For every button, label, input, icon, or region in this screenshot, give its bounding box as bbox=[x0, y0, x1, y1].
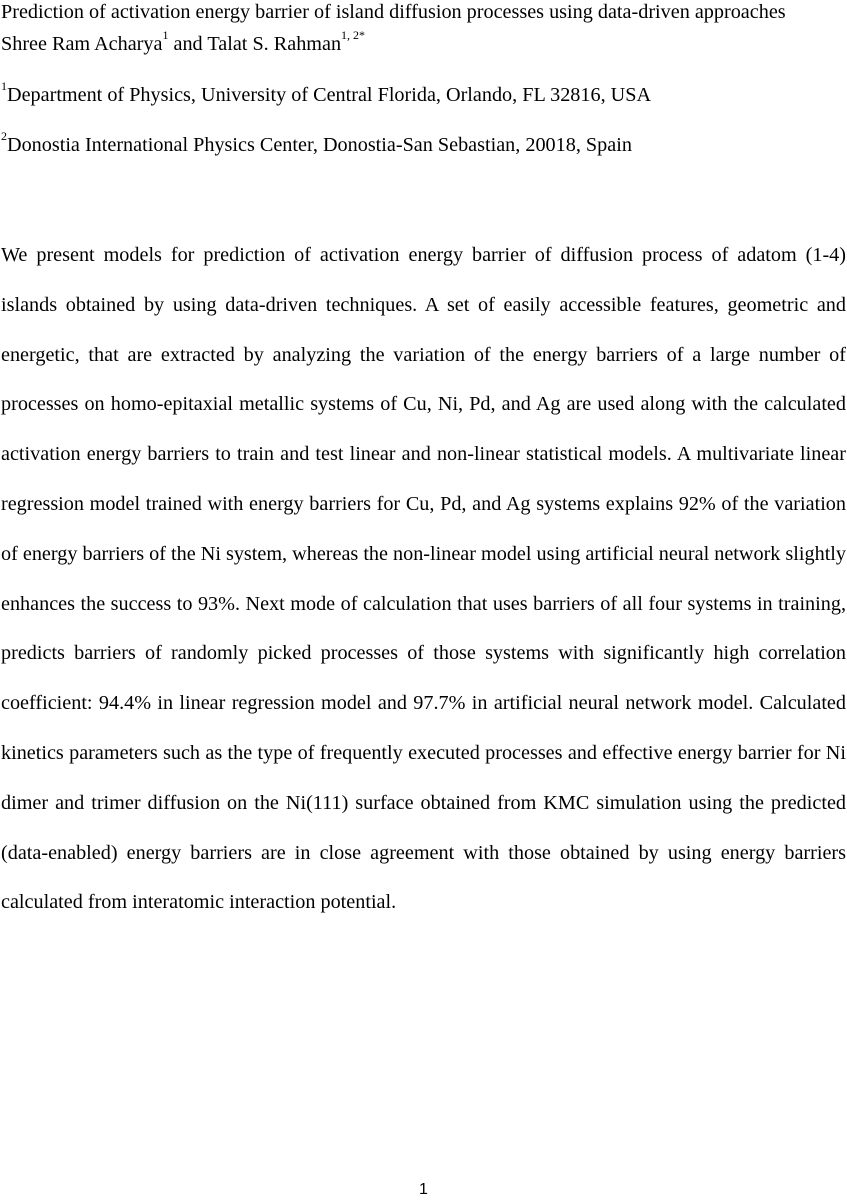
author-affiliation-mark: 1 bbox=[162, 28, 169, 43]
author-affiliation-mark: 1, 2* bbox=[341, 28, 366, 43]
affiliation-line bbox=[1, 79, 652, 107]
affiliation-text: Department of Physics, University of Central Florida, Orlando, FL 32816, USA bbox=[7, 84, 652, 106]
affiliation-mark: 1 bbox=[1, 79, 7, 94]
affiliation-line bbox=[1, 129, 632, 157]
author-separator: and bbox=[168, 33, 208, 55]
author-list bbox=[1, 28, 366, 56]
page-number: 1 bbox=[419, 1181, 428, 1198]
author-name: Talat S. Rahman bbox=[207, 33, 342, 55]
paper-title: Prediction of activation energy barrier of island diffusion processes using data-driven approaches bbox=[1, 1, 786, 23]
affiliation-text: Donostia International Physics Center, Donostia-San Sebastian, 20018, Spain bbox=[7, 134, 632, 156]
author-name: Shree Ram Acharya bbox=[1, 33, 163, 55]
affiliation-mark: 2 bbox=[1, 129, 7, 144]
abstract-paragraph: We present models for prediction of activation energy barrier of diffusion process of adatom (1-4) islands obtained by using data-driven techniques. A set of easily accessible features, geometric and energetic, that are extracted by analyzing the variation of the energy barriers of a large number of processes on homo-epitaxial metallic systems of Cu, Ni, Pd, and Ag are used along with the calculated activation energy barriers to train and test linear and non-linear statistical models. A multivariate linear regression model trained with energy barriers for Cu, Pd, and Ag systems explains 92% of the variation of energy barriers of the Ni system, whereas the non-linear model using artificial neural network slightly enhances the success to 93%. Next mode of calculation that uses barriers of all four systems in training, predicts barriers of randomly picked processes of those systems with significantly high correlation coefficient: 94.4% in linear regression model and 97.7% in artificial neural network model. Calculated kinetics parameters such as the type of frequently executed processes and effective energy barrier for Ni dimer and trimer diffusion on the Ni(111) surface obtained from KMC simulation using the predicted (data-enabled) energy barriers are in close agreement with those obtained by using energy barriers calculated from interatomic interaction potential. bbox=[1, 244, 847, 914]
